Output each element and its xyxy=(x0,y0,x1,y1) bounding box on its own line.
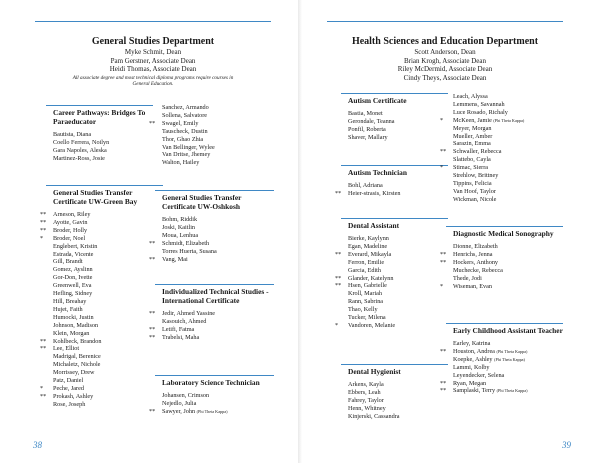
name-text: Englebert, Kristin xyxy=(53,242,98,250)
honors-mark: ** xyxy=(440,347,447,355)
section-rule xyxy=(446,226,563,227)
name-text: Johnson, Madison xyxy=(53,321,99,329)
left-top-rule xyxy=(35,21,271,22)
graduate-name xyxy=(53,243,163,251)
honors-mark: ** xyxy=(149,310,156,317)
graduate-name xyxy=(453,196,563,204)
graduate-name xyxy=(453,356,563,364)
graduate-name xyxy=(53,401,163,409)
name-text: Moua, Lenhua xyxy=(162,231,199,239)
name-text: Vang, Mai xyxy=(162,255,188,263)
name-text: Prokash, Ashley xyxy=(53,392,94,400)
program-title: Early Childhood Assistant Teacher xyxy=(453,326,563,335)
honors-mark: ** xyxy=(149,255,156,263)
early-childhood-section xyxy=(440,323,563,395)
graduate-name xyxy=(348,314,448,322)
graduate-name xyxy=(348,397,448,405)
name-text: Peche, Jared xyxy=(53,384,84,392)
name-text: Torres Huerta, Susana xyxy=(162,247,217,255)
honors-mark: ** xyxy=(40,392,47,400)
name-text: Glander, Katelynn xyxy=(348,274,394,282)
department-title: Health Sciences and Education Department xyxy=(351,36,539,47)
graduate-name xyxy=(440,148,563,156)
honors-mark: * xyxy=(440,282,444,290)
graduate-name xyxy=(53,361,163,369)
graduate-name xyxy=(53,377,163,385)
name-text: Nejedlo, Julia xyxy=(162,399,197,407)
graduate-name xyxy=(453,188,563,196)
right-top-rule xyxy=(327,21,563,22)
graduate-name xyxy=(162,136,262,144)
name-text: Ferron, Emilie xyxy=(348,258,385,266)
honors-mark: ** xyxy=(440,379,447,387)
dean-line: Scott Anderson, Dean xyxy=(414,48,476,56)
honors-mark: ** xyxy=(40,337,47,345)
section-rule xyxy=(341,364,448,365)
honors-mark: * xyxy=(40,234,44,242)
graduate-name xyxy=(162,216,274,224)
graduate-name xyxy=(348,306,448,314)
graduate-name xyxy=(53,274,163,282)
associate-dean-line: Cindy Theys, Associate Dean xyxy=(403,73,487,82)
name-text: Madrigal, Berenice xyxy=(53,353,101,361)
name-text: Egan, Madeline xyxy=(348,242,388,250)
graduate-name xyxy=(348,182,448,190)
graduate-name xyxy=(162,128,262,136)
name-text: Garcia, Edith xyxy=(348,266,381,274)
section-rule xyxy=(155,375,274,376)
graduate-name xyxy=(348,290,448,298)
program-title: Autism Technician xyxy=(348,168,407,177)
name-text: Klein, Morgan xyxy=(53,329,90,337)
name-text: Hill, Breahay xyxy=(53,297,87,305)
name-text: Greenwell, Eva xyxy=(53,282,92,290)
program-title: Diagnostic Medical Sonography xyxy=(453,229,554,238)
graduate-name xyxy=(453,364,563,372)
graduate-name xyxy=(149,325,274,334)
name-text: Hefling, Sidney xyxy=(53,290,93,298)
name-text: Wiseman, Evan xyxy=(453,282,492,290)
phi-theta-kappa-tag: (Phi Theta Kappa) xyxy=(494,356,525,362)
graduate-name xyxy=(348,381,448,389)
graduate-name xyxy=(348,126,448,134)
section-rule xyxy=(46,105,153,106)
graduate-name xyxy=(162,248,274,256)
dean-line: Myke Schmit, Dean xyxy=(124,48,182,56)
graduate-name xyxy=(53,306,163,314)
name-text: Thao, Kelly xyxy=(348,306,378,314)
name-text: Bautista, Diana xyxy=(53,131,92,138)
name-text: Ponfil, Roberta xyxy=(348,125,386,133)
honors-mark: * xyxy=(440,164,444,172)
graduate-name xyxy=(453,140,563,148)
name-text: Bastia, Monet xyxy=(348,110,383,117)
graduate-name xyxy=(162,318,274,326)
honors-mark: ** xyxy=(149,239,156,247)
name-text: Dionne, Elizabeth xyxy=(453,243,498,250)
graduate-name xyxy=(348,110,448,118)
program-title: Career Pathways: Bridges To Paraeducator xyxy=(53,108,146,126)
name-text: Joski, Kaitlin xyxy=(162,223,196,231)
name-text: Koepke, Ashley xyxy=(453,355,493,363)
honors-mark: ** xyxy=(149,119,156,127)
graduate-name xyxy=(162,224,274,232)
graduate-name xyxy=(453,243,563,251)
name-text: Kinjerski, Cassandra xyxy=(348,412,400,420)
program-title: General Studies Transfer Certificate UW-Oshkosh xyxy=(162,193,242,211)
honors-mark: ** xyxy=(40,211,47,218)
graduate-name xyxy=(40,337,163,346)
graduate-name xyxy=(453,125,563,133)
dental-assistant-section xyxy=(335,218,448,330)
graduate-name xyxy=(149,255,274,264)
gs-oshkosh-section xyxy=(149,190,274,263)
graduate-name xyxy=(53,298,163,306)
name-text: Kroll, Mariah xyxy=(348,290,383,298)
graduate-name xyxy=(162,104,262,112)
name-text: Ebbers, Leah xyxy=(348,388,381,396)
graduate-name xyxy=(440,387,563,395)
autism-certificate-section xyxy=(348,93,448,142)
name-text: Ryan, Megan xyxy=(453,379,487,387)
honors-mark: ** xyxy=(440,148,447,156)
honors-mark: ** xyxy=(440,387,447,395)
honors-mark: ** xyxy=(335,189,342,197)
graduate-name xyxy=(162,232,274,240)
graduate-name xyxy=(53,147,153,155)
graduate-name xyxy=(53,251,163,259)
graduate-name xyxy=(162,151,262,159)
graduate-name xyxy=(440,282,563,291)
graduate-name xyxy=(348,243,448,251)
graduate-name xyxy=(348,267,448,275)
general-education-note: All associate degree and most technical diploma programs require courses in General Education. xyxy=(72,74,234,88)
graduate-name xyxy=(440,347,563,356)
name-text: Sarazin, Emma xyxy=(453,140,491,148)
graduate-name xyxy=(335,274,448,283)
name-text: Thede, Jodi xyxy=(453,274,482,282)
graduate-name xyxy=(162,112,262,120)
honors-mark: ** xyxy=(335,274,342,282)
honors-mark: * xyxy=(40,384,44,392)
graduate-name xyxy=(453,180,563,188)
name-text: Gill, Brandt xyxy=(53,258,83,266)
section-rule xyxy=(341,165,448,166)
graduate-name xyxy=(149,407,274,416)
graduate-name xyxy=(348,118,448,126)
phi-theta-kappa-tag: (Phi Theta Kappa) xyxy=(493,117,525,123)
name-text: Henrichs, Jenna xyxy=(453,250,493,258)
name-text: Gerondale, Teanna xyxy=(348,117,395,125)
graduate-name xyxy=(149,333,274,342)
name-text: Bohm, Riddik xyxy=(162,216,198,223)
name-text: Walton, Hailey xyxy=(162,159,200,167)
career-pathways-section xyxy=(53,105,156,163)
graduate-name xyxy=(453,109,563,117)
section-rule xyxy=(341,93,448,94)
name-text: Gor-Don, Ivette xyxy=(53,274,93,282)
graduate-name xyxy=(440,379,563,388)
graduate-name xyxy=(348,259,448,267)
associate-dean-line: Pam Gerstner, Associate Dean xyxy=(110,56,196,65)
graduate-name xyxy=(348,298,448,306)
autism-technician-section xyxy=(335,165,448,198)
honors-mark: ** xyxy=(335,250,342,258)
phi-theta-kappa-tag: (Phi Theta Kappa) xyxy=(496,388,528,394)
department-title: General Studies Department xyxy=(91,36,215,47)
graduate-name xyxy=(53,290,163,298)
name-text: Tippins, Felicia xyxy=(453,179,492,187)
graduate-name xyxy=(453,372,563,380)
name-text: Gomez, Ayslinn xyxy=(53,266,93,274)
graduate-name xyxy=(162,144,262,152)
graduate-name xyxy=(335,189,448,198)
name-text: Trabelsi, Maha xyxy=(162,333,200,341)
section-rule xyxy=(341,218,448,219)
graduate-name xyxy=(53,314,163,322)
gs-green-bay-continued xyxy=(149,104,262,167)
graduate-name xyxy=(53,353,163,361)
name-text: Sawyer, John xyxy=(162,407,196,415)
graduate-name xyxy=(53,255,163,266)
name-text: Schmidt, Elizabeth xyxy=(162,239,210,247)
honors-mark: ** xyxy=(149,407,156,415)
section-rule xyxy=(155,190,274,191)
honors-mark: ** xyxy=(40,345,47,353)
name-text: Henn, Whitney xyxy=(348,404,386,412)
graduate-name xyxy=(162,400,274,408)
name-text: Coello Ferrera, Noilyn xyxy=(53,138,110,146)
name-text: Gara Napoles, Aleska xyxy=(53,146,107,154)
graduate-name xyxy=(335,282,448,290)
name-text: Leach, Alyssa xyxy=(453,93,488,100)
honors-mark: * xyxy=(335,321,339,329)
graduate-name xyxy=(40,384,163,393)
graduate-name xyxy=(53,282,163,290)
program-title: Laboratory Science Technician xyxy=(162,378,260,387)
graduate-name xyxy=(53,322,163,330)
graduate-name xyxy=(40,392,163,401)
graduate-name xyxy=(453,275,563,283)
graduate-name xyxy=(162,392,274,400)
name-text: Bohl, Adriana xyxy=(348,182,383,189)
program-title: Individualized Technical Studies - International Certificate xyxy=(162,287,269,305)
name-text: Rann, Sabrina xyxy=(348,298,384,306)
name-text: Strehlow, Brittney xyxy=(453,172,499,180)
dental-hygienist-continued xyxy=(440,93,563,204)
name-text: Hsen, Gabrielle xyxy=(348,282,387,290)
graduate-name xyxy=(348,413,448,421)
honors-mark: ** xyxy=(149,325,156,333)
honors-mark: ** xyxy=(40,226,47,234)
name-text: Stimac, Sierra xyxy=(453,164,489,172)
name-text: Letifi, Fatma xyxy=(162,325,195,333)
honors-mark: ** xyxy=(335,282,342,290)
honors-mark: * xyxy=(440,116,444,124)
name-text: Bierke, Kaylynn xyxy=(348,235,389,242)
name-text: Morrissey, Drew xyxy=(53,369,95,377)
name-text: Mueller, Amber xyxy=(453,132,493,140)
name-text: Lemmens, Savannah xyxy=(453,100,505,108)
graduate-name xyxy=(149,119,262,128)
name-text: Patz, Daniel xyxy=(53,377,84,385)
name-text: Luce Rosado, Richaly xyxy=(453,108,508,116)
graduate-name xyxy=(440,164,563,172)
graduate-name xyxy=(348,235,448,243)
graduate-name xyxy=(453,93,563,101)
name-text: Broder, Noel xyxy=(53,234,86,242)
graduate-name xyxy=(335,250,448,259)
name-text: Estrada, Vicente xyxy=(53,250,94,258)
name-text: Vandoren, Melanie xyxy=(348,321,396,329)
graduate-name xyxy=(440,250,563,259)
name-text: Thor, Ghao Zhia xyxy=(162,135,204,143)
graduate-name xyxy=(40,211,163,219)
graduate-name xyxy=(453,267,563,275)
graduate-name xyxy=(440,258,563,267)
gs-green-bay-section xyxy=(40,185,163,409)
associate-dean-line: Brian Krogh, Associate Dean xyxy=(403,56,487,65)
program-title: Autism Certificate xyxy=(348,96,407,105)
name-text: Meyer, Morgan xyxy=(453,124,492,132)
graduate-name xyxy=(40,234,163,243)
graduate-name xyxy=(53,266,163,274)
name-text: Muchecke, Rebecca xyxy=(453,266,503,274)
graduate-name xyxy=(162,159,262,167)
name-text: Ayotte, Gavin xyxy=(53,218,88,226)
name-text: Rose, Joseph xyxy=(53,400,86,408)
name-text: Tauscheck, Dustin xyxy=(162,127,208,135)
name-text: Kohlbeck, Brandon xyxy=(53,337,102,345)
name-text: Everard, Mikayla xyxy=(348,250,392,258)
graduate-name xyxy=(453,101,563,109)
section-rule xyxy=(446,323,563,324)
name-text: Michaletz, Nichole xyxy=(53,361,101,369)
name-text: Shaver, Mallary xyxy=(348,133,388,141)
dental-hygienist-section xyxy=(348,364,448,421)
name-text: Heier-strasis, Kirsten xyxy=(348,189,401,197)
graduate-name xyxy=(348,405,448,413)
name-text: Sollena, Salvatore xyxy=(162,111,208,119)
name-text: Van Dritse, Jhemey xyxy=(162,151,211,159)
name-text: Fahrey, Taylor xyxy=(348,396,384,404)
graduate-name xyxy=(453,133,563,141)
graduate-name xyxy=(53,330,163,338)
right-department-header xyxy=(327,35,563,82)
name-text: Hockers, Anthony xyxy=(453,258,499,266)
graduate-name xyxy=(40,345,163,353)
name-text: Sanchez, Armando xyxy=(162,104,209,111)
graduate-name xyxy=(149,239,274,248)
name-text: Martinez-Ross, Josie xyxy=(53,154,105,162)
name-text: Swagel, Emily xyxy=(162,119,199,127)
page-number-right: 39 xyxy=(562,440,571,450)
graduate-name xyxy=(348,134,448,142)
name-text: Schwaller, Rebecca xyxy=(453,148,502,156)
section-rule xyxy=(155,284,274,285)
name-text: Lammi, Kolby xyxy=(453,363,490,371)
graduate-name xyxy=(453,172,563,180)
graduate-name xyxy=(53,155,153,163)
graduate-name xyxy=(348,389,448,397)
lab-science-section xyxy=(149,375,274,416)
name-text: Samplaski, Terry xyxy=(453,387,496,395)
program-title: Dental Hygienist xyxy=(348,367,401,376)
associate-dean-line: Heidi Thomas, Associate Dean xyxy=(109,65,197,74)
name-text: Earley, Katrina xyxy=(453,340,491,347)
name-text: Slattebo, Cayla xyxy=(453,156,491,164)
graduate-name xyxy=(440,116,563,125)
page-number-left: 38 xyxy=(33,440,42,450)
name-text: Johansen, Crimson xyxy=(162,392,210,399)
name-text: Houston, Andrea xyxy=(453,347,495,355)
phi-theta-kappa-tag: (Phi Theta Kappa) xyxy=(496,348,528,354)
page-gutter xyxy=(298,0,302,463)
diagnostic-sonography-section xyxy=(440,226,563,290)
name-text: Kasouich, Ahmed xyxy=(162,317,207,325)
name-text: Lee, Elliot xyxy=(53,345,80,353)
name-text: Humocki, Justin xyxy=(53,313,94,321)
name-text: Leyendecker, Selena xyxy=(453,371,505,379)
name-text: Tucker, Milena xyxy=(348,314,386,322)
honors-mark: ** xyxy=(440,250,447,258)
section-rule xyxy=(46,185,163,186)
honors-mark: ** xyxy=(149,333,156,341)
program-title: General Studies Transfer Certificate UW-Green Bay xyxy=(53,188,138,206)
name-text: Jedir, Ahmed Yassine xyxy=(162,310,216,317)
name-text: Arkens, Kayla xyxy=(348,381,384,388)
graduate-name xyxy=(453,340,563,348)
phi-theta-kappa-tag: (Phi Theta Kappa) xyxy=(196,408,228,414)
graduate-name xyxy=(53,369,163,377)
name-text: Wickman, Nicole xyxy=(453,195,497,203)
name-text: Van Hoof, Taylor xyxy=(453,187,496,195)
name-text: Van Bellinger, Wylee xyxy=(162,143,215,151)
graduate-name xyxy=(53,131,153,139)
graduate-name xyxy=(40,218,163,227)
name-text: Broder, Holly xyxy=(53,226,88,234)
name-text: Arneson, Riley xyxy=(53,211,91,218)
itsic-section xyxy=(149,284,274,342)
graduate-name xyxy=(453,156,563,164)
graduate-name xyxy=(53,139,153,147)
associate-dean-line: Riley McDermid, Associate Dean xyxy=(397,65,493,74)
honors-mark: ** xyxy=(40,218,47,226)
graduate-name xyxy=(149,310,274,318)
honors-mark: ** xyxy=(440,258,447,266)
name-text: Hujet, Faith xyxy=(53,305,83,313)
name-text: McKeen, Jamie xyxy=(453,116,492,124)
program-title: Dental Assistant xyxy=(348,221,400,230)
graduate-name xyxy=(40,226,163,235)
graduate-name xyxy=(335,321,448,330)
left-department-header xyxy=(35,35,271,88)
